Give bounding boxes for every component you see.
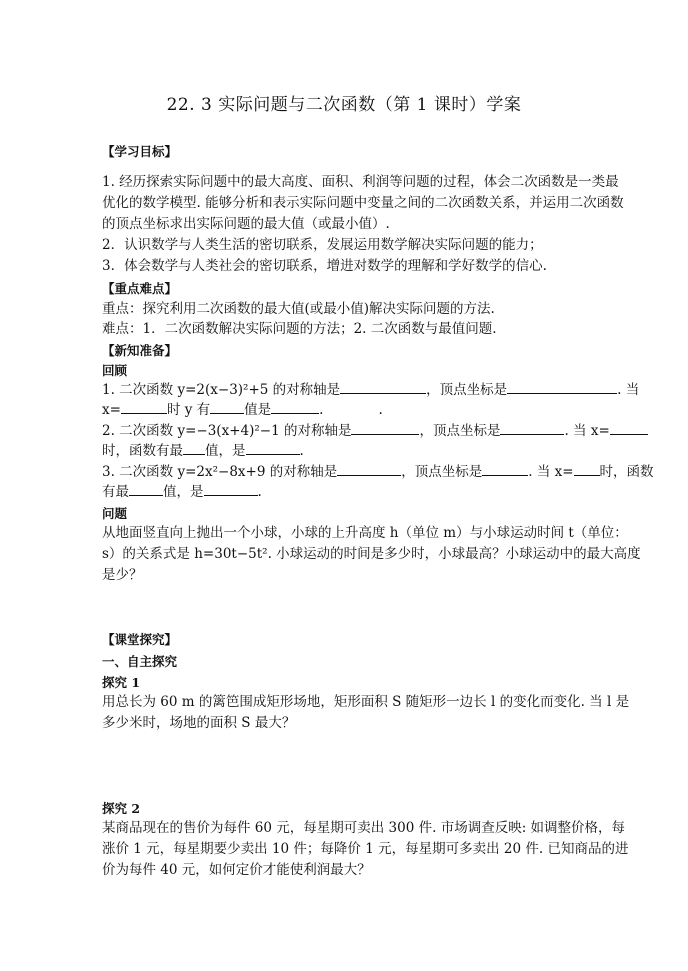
question-2-line-1 xyxy=(102,421,614,441)
q2-axis-blank[interactable] xyxy=(351,422,419,435)
q3-formula: y=2x²−8x+9 xyxy=(177,464,266,480)
goals-heading: 【学习目标】 xyxy=(102,144,178,159)
q2-extreme-label: 时，函数有最 xyxy=(102,443,183,459)
part-1-heading: 一、自主探究 xyxy=(102,654,178,669)
q1-vertex-blank[interactable] xyxy=(507,381,617,394)
q1-value-label: 值是 xyxy=(244,402,272,418)
explore-1-line-1: 用总长为 60 m 的篱笆围成矩形场地，矩形面积 S 随矩形一边长 l 的变化而变化. 当 l 是 xyxy=(102,694,630,710)
q3-when-label: . 当 x= xyxy=(528,464,574,480)
q3-axis-blank[interactable] xyxy=(337,463,401,476)
q1-axis-blank[interactable] xyxy=(340,381,426,394)
goal-1-line-2: 优化的数学模型. 能够分析和表示实际问题中变量之间的二次函数关系，并运用二次函数 xyxy=(102,195,624,211)
prep-heading: 【新知准备】 xyxy=(102,343,178,358)
q2-extreme-blank[interactable] xyxy=(183,442,205,455)
q3-value-label: 值，是 xyxy=(163,484,204,500)
q2-vertex-label: ，顶点坐标是 xyxy=(419,423,501,439)
q1-extreme-blank[interactable] xyxy=(210,401,244,414)
q2-formula: y=−3(x+4)²−1 xyxy=(177,423,280,439)
q2-vertex-blank[interactable] xyxy=(500,422,564,435)
q3-extreme-label: 有最 xyxy=(102,484,129,500)
question-1-line-1 xyxy=(102,380,640,400)
q3-period: . xyxy=(257,484,262,500)
key-point: 重点：探究利用二次函数的最大值(或最小值)解决实际问题的方法. xyxy=(102,301,495,317)
q3-prefix: 3. 二次函数 xyxy=(102,464,178,480)
explore-heading: 【课堂探究】 xyxy=(102,632,178,647)
goal-3: 3．体会数学与人类社会的密切联系，增进对数学的理解和学好数学的信心. xyxy=(102,258,547,274)
question-3-line-1 xyxy=(102,462,654,482)
problem-line-3: 是少？ xyxy=(102,567,143,583)
explore-2-line-1: 某商品现在的售价为每件 60 元，每星期可卖出 300 件. 市场调查反映: 如调整价格，每 xyxy=(102,820,626,836)
q1-x-label: x= xyxy=(102,402,121,418)
q2-prefix: 2. 二次函数 xyxy=(102,423,178,439)
q3-vertex-label: ，顶点坐标是 xyxy=(401,464,483,480)
question-1-line-2 xyxy=(102,400,614,420)
q1-formula: y=2(x−3)²+5 xyxy=(177,382,269,398)
q2-value-blank[interactable] xyxy=(246,442,300,455)
goal-1-line-3: 的顶点坐标求出实际问题的最大值（或最小值）. xyxy=(102,216,390,232)
review-label: 回顾 xyxy=(102,363,128,378)
explore-2-title: 探究 2 xyxy=(102,801,141,816)
explore-2-line-2: 涨价 1 元，每星期要少卖出 10 件；每降价 1 元，每星期可多卖出 20 件. 已知商品的进 xyxy=(102,841,629,857)
explore-2-line-3: 价为每件 40 元，如何定价才能使利润最大？ xyxy=(102,862,371,878)
q2-value-label: 值，是 xyxy=(205,443,246,459)
q3-vertex-blank[interactable] xyxy=(482,463,528,476)
q1-axis-label: 的对称轴是 xyxy=(268,382,341,398)
q1-vertex-label: ，顶点坐标是 xyxy=(426,382,508,398)
q2-x-blank[interactable] xyxy=(610,422,648,435)
question-3-line-2 xyxy=(102,482,614,502)
explore-1-title: 探究 1 xyxy=(102,675,141,690)
goal-2: 2．认识数学与人类生活的密切联系，发展运用数学解决实际问题的能力； xyxy=(102,237,543,253)
q3-x-blank[interactable] xyxy=(574,463,600,476)
problem-label: 问题 xyxy=(102,506,128,521)
q1-period: . xyxy=(319,402,324,418)
q2-period: . xyxy=(299,443,304,459)
q1-x-blank[interactable] xyxy=(121,401,167,414)
q1-prefix: 1. 二次函数 xyxy=(102,382,178,398)
page-title: 22. 3 实际问题与二次函数（第 1 课时）学案 xyxy=(166,95,522,115)
q3-axis-label: 的对称轴是 xyxy=(265,464,338,480)
q1-y-label: 时 y 有 xyxy=(166,402,211,418)
key-heading: 【重点难点】 xyxy=(102,281,178,296)
q1-value-blank[interactable] xyxy=(271,401,319,414)
problem-line-2: s）的关系式是 h=30t−5t². 小球运动的时间是多少时，小球最高？小球运动中的最大高度 xyxy=(102,546,641,562)
explore-1-line-2: 多少米时，场地的面积 S 最大？ xyxy=(102,715,296,731)
difficult-point: 难点：1．二次函数解决实际问题的方法；2. 二次函数与最值问题. xyxy=(102,321,497,337)
q2-axis-label: 的对称轴是 xyxy=(279,423,352,439)
goal-1-line-1: 1. 经历探索实际问题中的最大高度、面积、利润等问题的过程，体会二次函数是一类最 xyxy=(102,174,619,190)
q3-function-label: 时，函数 xyxy=(599,464,654,480)
q3-extreme-blank[interactable] xyxy=(129,483,163,496)
q1-trailing-period: . xyxy=(378,402,383,418)
q2-when-label: . 当 x= xyxy=(564,423,610,439)
question-2-line-2 xyxy=(102,441,614,461)
q1-when-label: . 当 xyxy=(617,382,640,398)
problem-line-1: 从地面竖直向上抛出一个小球，小球的上升高度 h（单位 m）与小球运动时间 t（单位： xyxy=(102,525,628,541)
q3-value-blank[interactable] xyxy=(204,483,258,496)
